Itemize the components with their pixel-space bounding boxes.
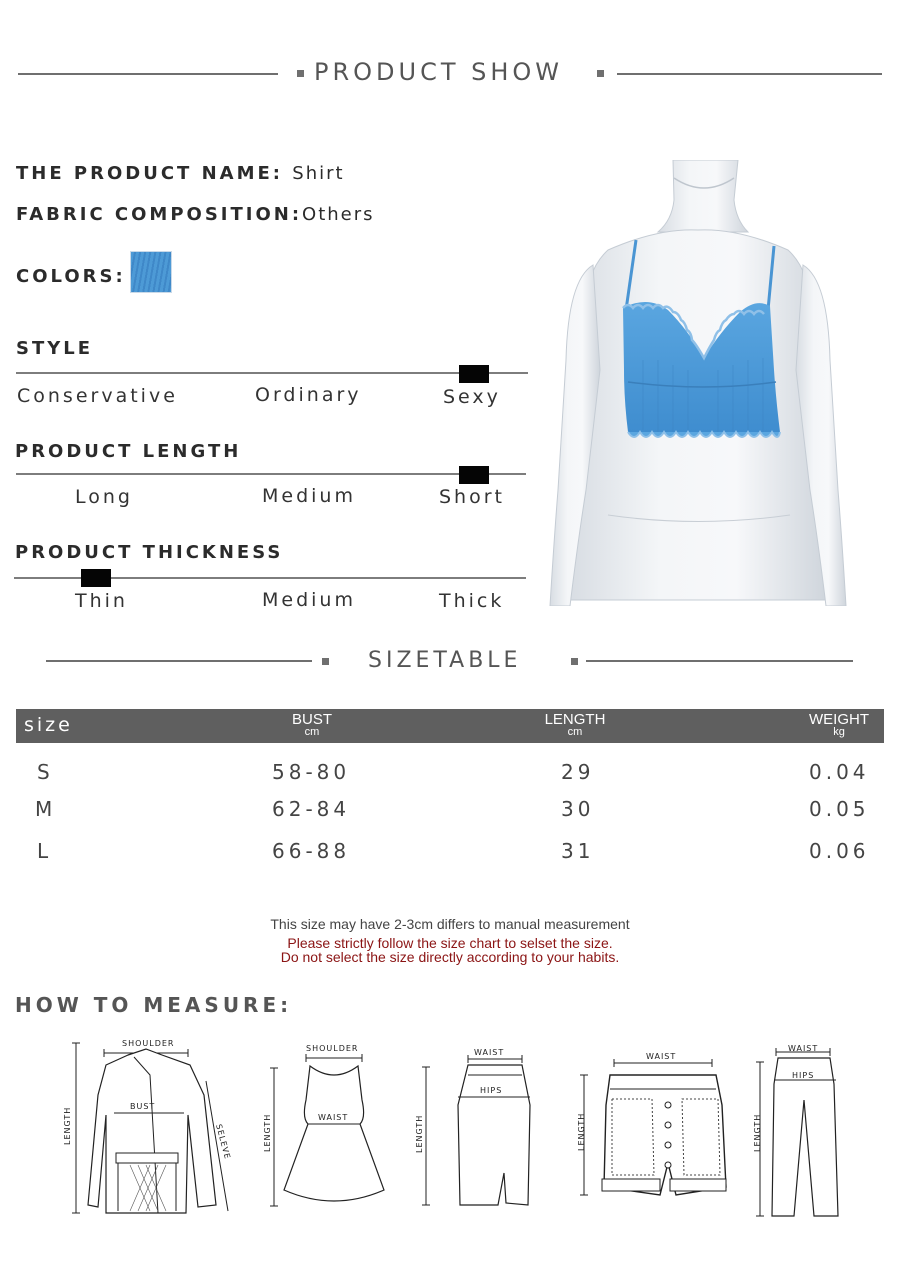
sizetable-dot-left — [322, 658, 329, 665]
sizetable-dot-right — [571, 658, 578, 665]
label-length-shorts: LENGTH — [577, 1112, 586, 1151]
style-title: STYLE — [16, 338, 94, 359]
header-length — [535, 712, 615, 738]
header-length-label: LENGTH — [544, 711, 606, 728]
row-m-bust: 62-84 — [272, 797, 351, 821]
style-option-sexy: Sexy — [443, 386, 501, 408]
note-follow-chart: Please strictly follow the size chart to selset the size. — [287, 935, 613, 951]
note-measurement: This size may have 2-3cm differs to manual measurement — [270, 916, 630, 932]
thickness-selected-marker — [81, 569, 111, 587]
label-length-pants: LENGTH — [753, 1113, 762, 1152]
label-shoulder-dress: SHOULDER — [306, 1044, 359, 1053]
section-dot-left — [297, 70, 304, 77]
length-scale-line — [16, 473, 526, 475]
color-swatch-blue[interactable] — [130, 251, 172, 293]
thickness-option-thin: Thin — [75, 590, 128, 612]
section-title-how-to-measure: HOW TO MEASURE: — [15, 993, 293, 1017]
size-table-header — [16, 709, 884, 743]
length-option-medium: Medium — [262, 485, 356, 507]
product-name-label: THE PRODUCT NAME: — [16, 163, 283, 184]
row-m-size: M — [35, 797, 57, 821]
measure-diagram-shorts — [572, 1045, 737, 1205]
measure-diagram-pants — [750, 1040, 850, 1220]
style-selected-marker — [459, 365, 489, 383]
label-waist-skirt: WAIST — [474, 1048, 505, 1057]
label-selve-jacket: SELEVE — [214, 1123, 233, 1161]
section-dot-right — [597, 70, 604, 77]
header-length-unit: cm — [567, 726, 583, 738]
section-title-sizetable: SIZETABLE — [368, 648, 522, 673]
header-weight-label: WEIGHT — [809, 711, 869, 728]
section-title-product-show: PRODUCT SHOW — [314, 58, 564, 86]
row-l-length: 31 — [561, 839, 595, 863]
product-photo-mannequin — [548, 160, 848, 606]
sizetable-divider-left — [46, 660, 312, 662]
row-m-length: 30 — [561, 797, 595, 821]
row-l-bust: 66-88 — [272, 839, 351, 863]
length-selected-marker — [459, 466, 489, 484]
label-hips-skirt: HIPS — [480, 1086, 503, 1095]
label-shoulder-jacket: SHOULDER — [122, 1039, 175, 1048]
row-l-weight: 0.06 — [809, 839, 870, 863]
row-s-length: 29 — [561, 760, 595, 784]
header-size: size — [24, 714, 73, 736]
header-bust-label: BUST — [291, 711, 332, 728]
header-weight — [798, 712, 880, 738]
label-hips-pants: HIPS — [792, 1071, 815, 1080]
thickness-option-medium: Medium — [262, 589, 356, 611]
section-divider-right — [617, 73, 882, 75]
row-m-weight: 0.05 — [809, 797, 870, 821]
product-name-value: Shirt — [292, 163, 345, 184]
thickness-option-thick: Thick — [439, 590, 505, 612]
measure-diagram-jacket — [58, 1035, 238, 1220]
label-length-jacket: LENGTH — [63, 1106, 72, 1145]
length-title: PRODUCT LENGTH — [15, 441, 242, 462]
style-option-conservative: Conservative — [17, 385, 178, 407]
length-option-long: Long — [75, 486, 133, 508]
row-s-size: S — [37, 760, 54, 784]
product-name-row — [16, 163, 345, 184]
measure-diagram-skirt — [410, 1045, 540, 1215]
note-do-not-select: Do not select the size directly according to your habits. — [280, 949, 620, 965]
length-option-short: Short — [439, 486, 505, 508]
measure-diagram-dress — [262, 1040, 402, 1210]
header-bust-unit: cm — [304, 726, 320, 738]
row-s-bust: 58-80 — [272, 760, 351, 784]
thickness-title: PRODUCT THICKNESS — [15, 542, 284, 563]
label-waist-shorts: WAIST — [646, 1052, 677, 1061]
row-l-size: L — [37, 839, 53, 863]
label-waist-pants: WAIST — [788, 1044, 819, 1053]
fabric-value: Others — [302, 204, 375, 225]
fabric-label: FABRIC COMPOSITION: — [16, 204, 303, 225]
style-scale-line — [16, 372, 528, 374]
header-bust — [272, 712, 352, 738]
label-length-dress: LENGTH — [263, 1113, 272, 1152]
header-weight-unit: kg — [833, 726, 845, 738]
style-option-ordinary: Ordinary — [255, 384, 362, 406]
colors-label: COLORS: — [16, 266, 126, 287]
label-bust-jacket: BUST — [130, 1102, 156, 1111]
row-s-weight: 0.04 — [809, 760, 870, 784]
section-divider-left — [18, 73, 278, 75]
sizetable-divider-right — [586, 660, 853, 662]
label-waist-dress: WAIST — [318, 1113, 349, 1122]
fabric-row — [16, 204, 375, 225]
label-length-skirt: LENGTH — [415, 1114, 424, 1153]
